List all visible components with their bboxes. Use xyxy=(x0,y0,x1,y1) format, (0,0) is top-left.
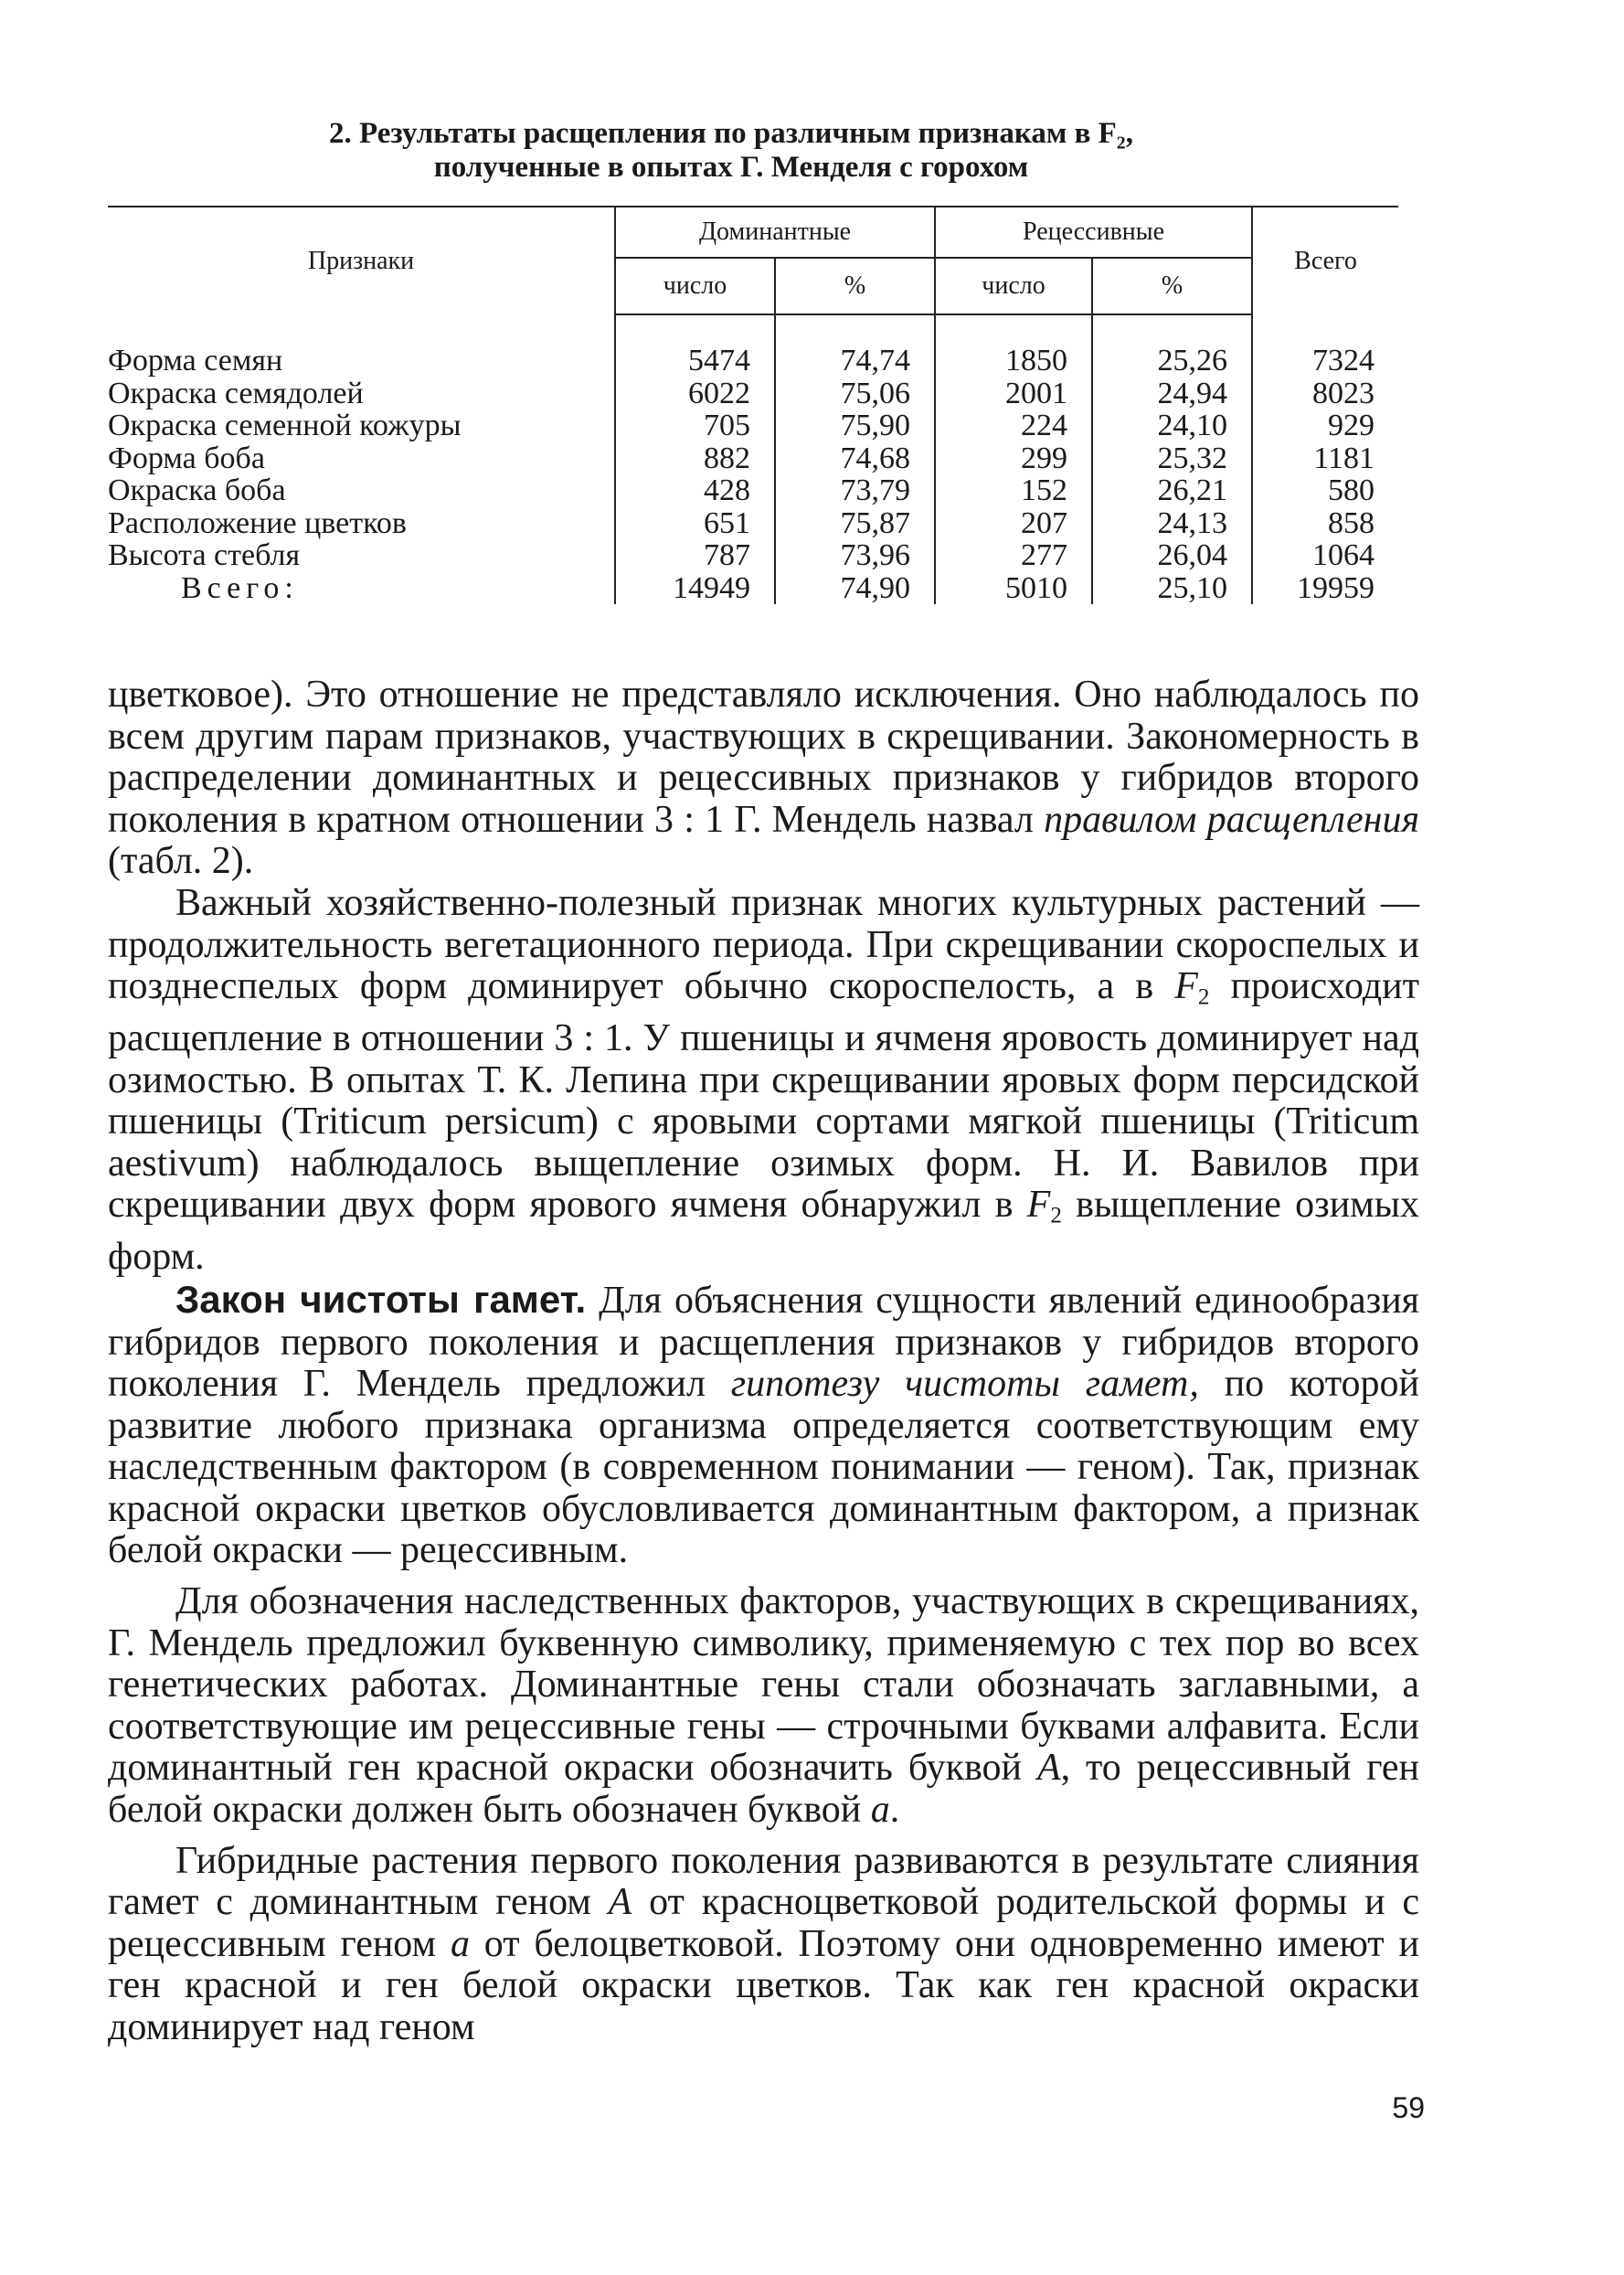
caption-line-1: 2. Результаты расщепления по различным признакам в F₂, xyxy=(329,117,1133,150)
dominant-percent: 74,74 xyxy=(775,314,935,377)
trait-name: Окраска семенной кожуры xyxy=(108,409,462,442)
recessive-count: 277 xyxy=(935,539,1092,572)
header-rec-percent: % xyxy=(1092,258,1252,314)
paragraph: цветковое). Это отношение не представляло исключения. Оно наблюдалось по всем другим парам признаков, участвующих в скрещивании. Закономерность в распределении доминантных и рецессивных признаков у гибридов второго поколения в кратном отношении 3 : 1 Г. Мендель назвал правилом расщепления (табл. 2). xyxy=(108,674,1420,883)
recessive-count: 299 xyxy=(935,442,1092,475)
header-dominant: Доминантные xyxy=(615,207,935,258)
dominant-count: 651 xyxy=(615,507,775,540)
dominant-percent: 73,79 xyxy=(775,474,935,507)
dominant-count: 14949 xyxy=(615,572,775,605)
row-total: 1181 xyxy=(1252,442,1398,475)
recessive-count: 1850 xyxy=(935,314,1092,377)
table-row xyxy=(108,314,1398,377)
recessive-percent: 26,21 xyxy=(1092,474,1252,507)
header-rec-count: число xyxy=(935,258,1092,314)
dominant-percent: 74,68 xyxy=(775,442,935,475)
row-total: 580 xyxy=(1252,474,1398,507)
recessive-count: 224 xyxy=(935,409,1092,442)
section-heading: Закон чистоты гамет. xyxy=(175,1277,587,1321)
dominant-count: 705 xyxy=(615,409,775,442)
row-total: 19959 xyxy=(1252,572,1398,605)
header-dom-count: число xyxy=(615,258,775,314)
total-label: Всего: xyxy=(181,570,299,605)
table-row xyxy=(108,377,1398,410)
trait-name: Расположение цветков xyxy=(108,505,407,540)
table-row xyxy=(108,442,1398,475)
dominant-count: 882 xyxy=(615,442,775,475)
recessive-percent: 25,32 xyxy=(1092,442,1252,475)
recessive-percent: 24,10 xyxy=(1092,409,1252,442)
recessive-percent: 25,26 xyxy=(1092,314,1252,377)
recessive-percent: 24,94 xyxy=(1092,377,1252,410)
dominant-percent: 75,87 xyxy=(775,507,935,540)
header-recessive: Рецессивные xyxy=(935,207,1252,258)
row-total: 929 xyxy=(1252,409,1398,442)
table-total-row xyxy=(108,572,1398,605)
dominant-percent: 75,90 xyxy=(775,409,935,442)
table-row xyxy=(108,474,1398,507)
trait-name: Форма боба xyxy=(108,441,265,475)
paragraph: Закон чистоты гамет. Для объяснения сущности явлений единообразия гибридов первого поколения и расщепления признаков у гибридов второго поколения Г. Мендель предложил гипотезу чистоты гамет, по которой развитие любого признака организма определяется соответствующим ему наследственным фактором (в современном понимании — геном). Так, признак красной окраски цветков обусловливается доминантным фактором, а признак белой окраски — рецессивным. xyxy=(108,1277,1419,1572)
recessive-percent: 24,13 xyxy=(1092,507,1252,540)
row-total: 7324 xyxy=(1252,314,1398,377)
dominant-count: 428 xyxy=(615,474,775,507)
paragraph: Для обозначения наследственных факторов, участвующих в скрещиваниях, Г. Мендель предложил буквенную символику, применяемую с тех пор во всех генетических работах. Доминантные гены стали обозначать заглавными, а соответствующие им рецессивные гены — строчными буквами алфавита. Если доминантный ген красной окраски обозначить буквой A, то рецессивный ген белой окраски должен быть обозначен буквой a. xyxy=(108,1580,1419,1832)
header-dom-percent: % xyxy=(775,258,935,314)
paragraph: Важный хозяйственно-полезный признак многих культурных растений — продолжительность вегетационного периода. При скрещивании скороспелых и позднеспелых форм доминирует обычно скороспелость, а в F2 происходит расщепление в отношении 3 : 1. У пшеницы и ячменя яровость доминирует над озимостью. В опытах Т. К. Лепина при скрещивании яровых форм персидской пшеницы (Triticum persicum) с яровыми сортами мягкой пшеницы (Triticum aestivum) наблюдалось выщепление озимых форм. Н. И. Вавилов при скрещивании двух форм ярового ячменя обнаружил в F2 выщепление озимых форм. xyxy=(108,881,1419,1279)
row-total: 858 xyxy=(1252,507,1398,540)
recessive-count: 207 xyxy=(935,507,1092,540)
term-splitting-rule: правилом расщепления xyxy=(1044,798,1420,841)
term-gamete-purity: гипотезу чистоты гамет, xyxy=(730,1363,1199,1406)
header-traits: Признаки xyxy=(108,207,615,314)
dominant-count: 787 xyxy=(615,539,775,572)
recessive-count: 2001 xyxy=(935,377,1092,410)
dominant-count: 5474 xyxy=(615,314,775,377)
recessive-count: 152 xyxy=(935,474,1092,507)
dominant-percent: 73,96 xyxy=(775,539,935,572)
trait-name: Окраска боба xyxy=(108,473,286,507)
table-row xyxy=(108,409,1398,442)
dominant-percent: 75,06 xyxy=(775,377,935,410)
table-caption xyxy=(183,117,1279,185)
trait-name: Форма семян xyxy=(108,343,283,377)
recessive-percent: 26,04 xyxy=(1092,539,1252,572)
caption-line-2: полученные в опытах Г. Менделя с горохом xyxy=(433,151,1029,184)
table-row xyxy=(108,539,1398,572)
body-text xyxy=(108,675,1419,2049)
row-total: 1064 xyxy=(1252,539,1398,572)
dominant-percent: 74,90 xyxy=(775,572,935,605)
results-table xyxy=(108,206,1398,604)
dominant-count: 6022 xyxy=(615,377,775,410)
trait-name: Высота стебля xyxy=(108,538,301,572)
table-row xyxy=(108,507,1398,540)
page-number: 59 xyxy=(1392,2091,1425,2124)
trait-name: Окраска семядолей xyxy=(108,376,364,410)
row-total: 8023 xyxy=(1252,377,1398,410)
recessive-percent: 25,10 xyxy=(1092,572,1252,605)
paragraph: Гибридные растения первого поколения развиваются в результате слияния гамет с доминантным геном A от красноцветковой родительской формы и с рецессивным геном a от белоцветковой. Поэтому они одновременно имеют и ген красной и ген белой окраски цветков. Так как ген красной окраски доминирует над геном xyxy=(108,1839,1419,2048)
recessive-count: 5010 xyxy=(935,572,1092,605)
header-total: Всего xyxy=(1252,207,1398,314)
